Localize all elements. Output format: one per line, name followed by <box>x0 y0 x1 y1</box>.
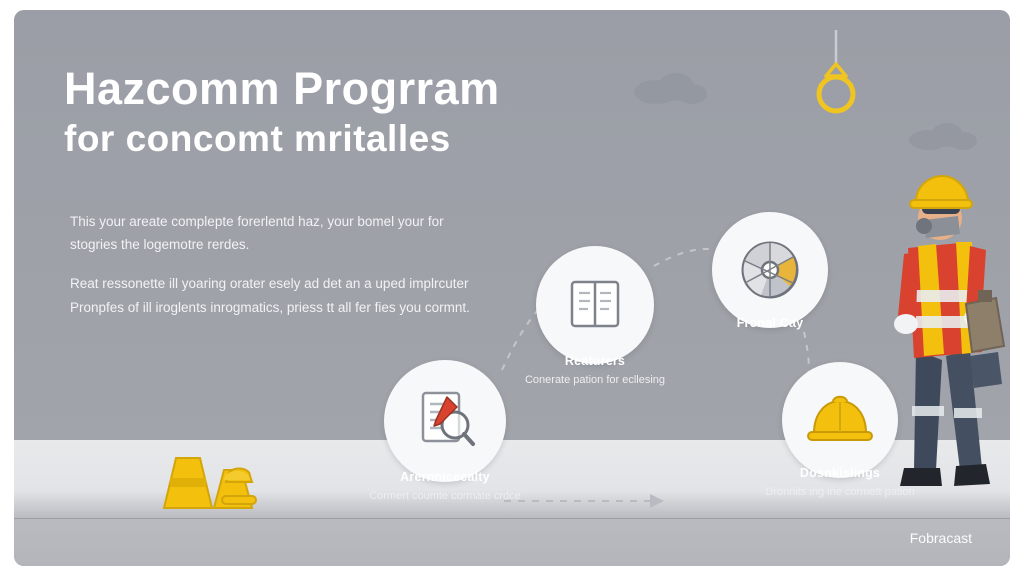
node-documentation-label <box>362 470 528 505</box>
body-copy <box>70 210 470 335</box>
node-ppe-desc: Dronnits ing ine cormett pation <box>765 486 915 498</box>
footer-brand: Fobracast <box>909 530 972 546</box>
cloud-left-icon <box>634 70 708 109</box>
node-labeling-title: Fronal Cay <box>736 316 804 330</box>
node-training-title: Reaturers <box>564 354 626 368</box>
page-title <box>64 65 624 159</box>
worker-figure <box>874 170 1010 515</box>
node-documentation-desc: Cormert coumte cormate crdce <box>369 490 521 502</box>
node-training-label <box>512 354 678 389</box>
hard-hat-icon <box>802 389 878 451</box>
node-ppe-title: Dosnkislings <box>799 466 881 480</box>
body-paragraph-1: This your areate complepte forerlentd haz, your bomel your for stogries the logemotre rerdes. <box>70 214 444 253</box>
title-line-1: Hazcomm Progrram <box>64 63 500 114</box>
hazard-pictogram-wheel-icon <box>733 233 807 307</box>
node-training-circle[interactable] <box>536 246 654 364</box>
node-labeling-label <box>686 316 854 334</box>
node-documentation-title: Arernnicecalty <box>400 470 490 484</box>
document-magnifier-icon <box>407 383 483 459</box>
title-line-2: for concomt mritalles <box>64 117 451 159</box>
safety-cone-group <box>154 440 284 525</box>
crane-hook-icon <box>804 30 868 125</box>
node-training-desc: Conerate pation for ecllesing <box>524 374 666 386</box>
infographic-frame <box>14 10 1010 566</box>
node-labeling-circle[interactable] <box>712 212 828 328</box>
body-paragraph-2: Reat ressonette ill yoaring orater esely ad det an a uped implrcuter Pronpfes of ill iroglents inrogmatics, priess tt all fer fies you cormnt. <box>70 276 470 315</box>
cloud-right-icon <box>909 120 979 155</box>
open-book-icon <box>560 270 630 340</box>
node-documentation-circle[interactable] <box>384 360 506 482</box>
